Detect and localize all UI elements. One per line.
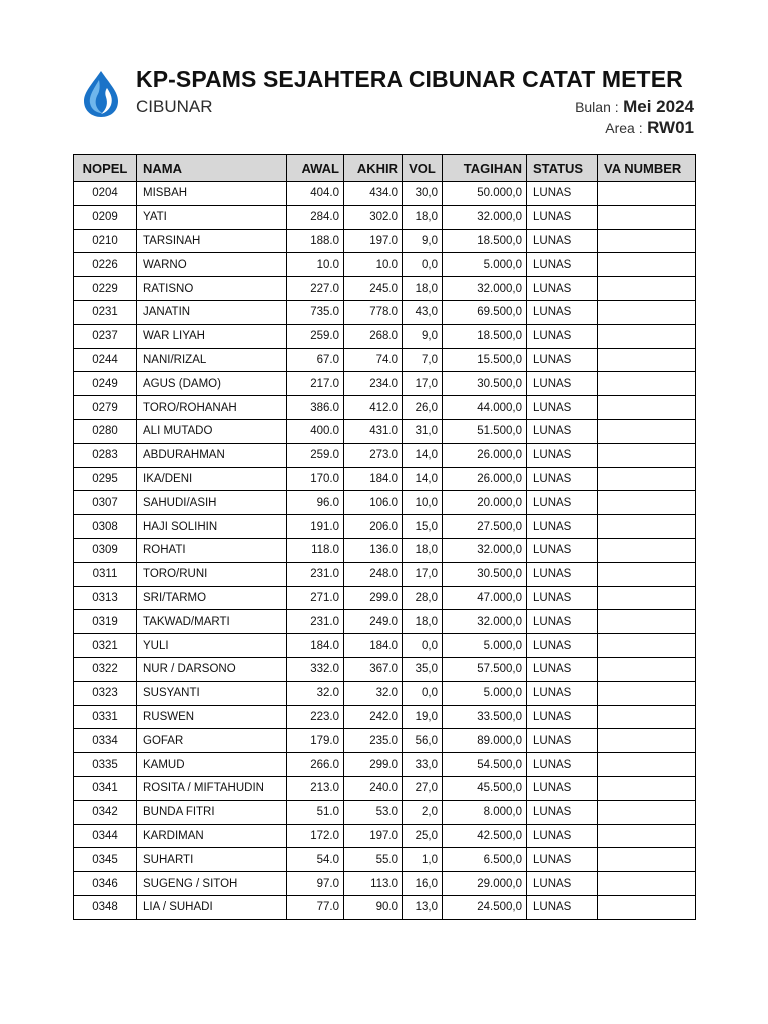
cell-va-number (598, 491, 696, 515)
table-row (74, 182, 696, 206)
cell-status: LUNAS (527, 753, 598, 777)
cell-va-number (598, 800, 696, 824)
cell-va-number (598, 253, 696, 277)
cell-vol: 25,0 (403, 824, 443, 848)
cell-vol: 13,0 (403, 895, 443, 919)
cell-nama: SUSYANTI (137, 681, 287, 705)
cell-tagihan: 32.000,0 (443, 205, 527, 229)
cell-nama: YULI (137, 634, 287, 658)
cell-vol: 43,0 (403, 300, 443, 324)
column-header-nopel: NOPEL (74, 155, 137, 182)
cell-status: LUNAS (527, 372, 598, 396)
cell-tagihan: 6.500,0 (443, 848, 527, 872)
cell-tagihan: 20.000,0 (443, 491, 527, 515)
cell-tagihan: 27.500,0 (443, 515, 527, 539)
cell-nama: TORO/RUNI (137, 562, 287, 586)
cell-akhir: 299.0 (344, 586, 403, 610)
cell-tagihan: 5.000,0 (443, 634, 527, 658)
cell-awal: 259.0 (287, 324, 344, 348)
cell-va-number (598, 467, 696, 491)
cell-awal: 32.0 (287, 681, 344, 705)
cell-nopel: 0280 (74, 419, 137, 443)
cell-nama: HAJI SOLIHIN (137, 515, 287, 539)
table-row (74, 372, 696, 396)
cell-nama: BUNDA FITRI (137, 800, 287, 824)
table-row (74, 396, 696, 420)
cell-nama: WAR LIYAH (137, 324, 287, 348)
cell-status: LUNAS (527, 491, 598, 515)
cell-nama: KARDIMAN (137, 824, 287, 848)
cell-va-number (598, 372, 696, 396)
cell-status: LUNAS (527, 634, 598, 658)
village-subtitle: CIBUNAR (136, 97, 213, 116)
bulan-value: Mei 2024 (623, 97, 694, 116)
cell-awal: 735.0 (287, 300, 344, 324)
cell-awal: 170.0 (287, 467, 344, 491)
cell-tagihan: 29.000,0 (443, 872, 527, 896)
cell-tagihan: 45.500,0 (443, 776, 527, 800)
table-row (74, 586, 696, 610)
cell-tagihan: 18.500,0 (443, 324, 527, 348)
cell-status: LUNAS (527, 277, 598, 301)
cell-nopel: 0307 (74, 491, 137, 515)
cell-akhir: 206.0 (344, 515, 403, 539)
cell-status: LUNAS (527, 348, 598, 372)
cell-tagihan: 15.500,0 (443, 348, 527, 372)
cell-nopel: 0319 (74, 610, 137, 634)
cell-nama: YATI (137, 205, 287, 229)
cell-status: LUNAS (527, 182, 598, 206)
cell-nopel: 0334 (74, 729, 137, 753)
cell-awal: 77.0 (287, 895, 344, 919)
table-row (74, 205, 696, 229)
table-header-row (74, 155, 696, 182)
cell-nama: MISBAH (137, 182, 287, 206)
water-drop-logo-icon (80, 70, 122, 118)
cell-awal: 188.0 (287, 229, 344, 253)
table-row (74, 657, 696, 681)
cell-awal: 179.0 (287, 729, 344, 753)
cell-akhir: 431.0 (344, 419, 403, 443)
cell-status: LUNAS (527, 538, 598, 562)
table-row (74, 800, 696, 824)
column-header-status: STATUS (527, 155, 598, 182)
cell-nopel: 0341 (74, 776, 137, 800)
cell-nama: SUGENG / SITOH (137, 872, 287, 896)
cell-akhir: 268.0 (344, 324, 403, 348)
cell-awal: 223.0 (287, 705, 344, 729)
cell-va-number (598, 586, 696, 610)
cell-nopel: 0209 (74, 205, 137, 229)
cell-vol: 14,0 (403, 443, 443, 467)
cell-akhir: 235.0 (344, 729, 403, 753)
cell-tagihan: 89.000,0 (443, 729, 527, 753)
cell-vol: 0,0 (403, 253, 443, 277)
area-value: RW01 (647, 118, 694, 137)
cell-nama: ROSITA / MIFTAHUDIN (137, 776, 287, 800)
table-row (74, 229, 696, 253)
cell-nopel: 0311 (74, 562, 137, 586)
cell-status: LUNAS (527, 419, 598, 443)
cell-awal: 231.0 (287, 562, 344, 586)
cell-tagihan: 69.500,0 (443, 300, 527, 324)
cell-nopel: 0283 (74, 443, 137, 467)
cell-va-number (598, 300, 696, 324)
page-title: KP-SPAMS SEJAHTERA CIBUNAR CATAT METER (136, 66, 683, 92)
bulan-label: Bulan : (575, 99, 619, 115)
table-row (74, 419, 696, 443)
table-row (74, 872, 696, 896)
table-row (74, 681, 696, 705)
cell-va-number (598, 229, 696, 253)
cell-awal: 213.0 (287, 776, 344, 800)
cell-akhir: 136.0 (344, 538, 403, 562)
table-row (74, 467, 696, 491)
cell-vol: 0,0 (403, 634, 443, 658)
cell-awal: 231.0 (287, 610, 344, 634)
cell-nama: SAHUDI/ASIH (137, 491, 287, 515)
cell-vol: 15,0 (403, 515, 443, 539)
bulan-info (575, 97, 694, 117)
cell-nopel: 0342 (74, 800, 137, 824)
cell-nama: ROHATI (137, 538, 287, 562)
cell-awal: 96.0 (287, 491, 344, 515)
cell-vol: 27,0 (403, 776, 443, 800)
cell-status: LUNAS (527, 443, 598, 467)
cell-va-number (598, 776, 696, 800)
cell-va-number (598, 681, 696, 705)
cell-status: LUNAS (527, 872, 598, 896)
cell-nopel: 0249 (74, 372, 137, 396)
table-row (74, 443, 696, 467)
cell-status: LUNAS (527, 253, 598, 277)
cell-nopel: 0229 (74, 277, 137, 301)
cell-va-number (598, 205, 696, 229)
cell-status: LUNAS (527, 800, 598, 824)
cell-nopel: 0210 (74, 229, 137, 253)
cell-va-number (598, 396, 696, 420)
cell-akhir: 367.0 (344, 657, 403, 681)
cell-va-number (598, 729, 696, 753)
cell-nama: TAKWAD/MARTI (137, 610, 287, 634)
cell-nopel: 0313 (74, 586, 137, 610)
cell-nopel: 0295 (74, 467, 137, 491)
cell-va-number (598, 872, 696, 896)
cell-akhir: 240.0 (344, 776, 403, 800)
cell-awal: 271.0 (287, 586, 344, 610)
cell-status: LUNAS (527, 205, 598, 229)
cell-status: LUNAS (527, 396, 598, 420)
cell-awal: 172.0 (287, 824, 344, 848)
cell-vol: 7,0 (403, 348, 443, 372)
table-row (74, 776, 696, 800)
cell-tagihan: 32.000,0 (443, 538, 527, 562)
cell-tagihan: 8.000,0 (443, 800, 527, 824)
cell-awal: 97.0 (287, 872, 344, 896)
cell-tagihan: 57.500,0 (443, 657, 527, 681)
cell-va-number (598, 824, 696, 848)
cell-status: LUNAS (527, 729, 598, 753)
cell-nama: JANATIN (137, 300, 287, 324)
table-row (74, 538, 696, 562)
cell-vol: 14,0 (403, 467, 443, 491)
cell-tagihan: 33.500,0 (443, 705, 527, 729)
table-row (74, 515, 696, 539)
cell-awal: 284.0 (287, 205, 344, 229)
cell-akhir: 242.0 (344, 705, 403, 729)
cell-va-number (598, 848, 696, 872)
cell-akhir: 245.0 (344, 277, 403, 301)
area-label: Area : (605, 120, 643, 136)
cell-va-number (598, 182, 696, 206)
cell-va-number (598, 657, 696, 681)
cell-akhir: 299.0 (344, 753, 403, 777)
table-row (74, 348, 696, 372)
cell-vol: 16,0 (403, 872, 443, 896)
cell-vol: 30,0 (403, 182, 443, 206)
cell-awal: 332.0 (287, 657, 344, 681)
cell-akhir: 74.0 (344, 348, 403, 372)
cell-nama: AGUS (DAMO) (137, 372, 287, 396)
cell-nopel: 0348 (74, 895, 137, 919)
cell-tagihan: 51.500,0 (443, 419, 527, 443)
cell-nopel: 0346 (74, 872, 137, 896)
cell-va-number (598, 634, 696, 658)
column-header-akhir: AKHIR (344, 155, 403, 182)
cell-nopel: 0244 (74, 348, 137, 372)
cell-awal: 386.0 (287, 396, 344, 420)
cell-akhir: 234.0 (344, 372, 403, 396)
cell-akhir: 106.0 (344, 491, 403, 515)
table-row (74, 705, 696, 729)
cell-status: LUNAS (527, 657, 598, 681)
area-info (605, 118, 694, 138)
cell-nama: KAMUD (137, 753, 287, 777)
cell-nopel: 0204 (74, 182, 137, 206)
cell-akhir: 434.0 (344, 182, 403, 206)
cell-nama: SUHARTI (137, 848, 287, 872)
meter-reading-table (73, 154, 696, 920)
table-row (74, 277, 696, 301)
cell-nama: NANI/RIZAL (137, 348, 287, 372)
cell-nopel: 0331 (74, 705, 137, 729)
cell-akhir: 249.0 (344, 610, 403, 634)
cell-akhir: 197.0 (344, 229, 403, 253)
cell-nama: ABDURAHMAN (137, 443, 287, 467)
cell-va-number (598, 419, 696, 443)
cell-nopel: 0309 (74, 538, 137, 562)
cell-va-number (598, 443, 696, 467)
cell-awal: 266.0 (287, 753, 344, 777)
cell-status: LUNAS (527, 324, 598, 348)
cell-akhir: 10.0 (344, 253, 403, 277)
cell-status: LUNAS (527, 776, 598, 800)
cell-vol: 33,0 (403, 753, 443, 777)
cell-akhir: 248.0 (344, 562, 403, 586)
cell-akhir: 184.0 (344, 634, 403, 658)
column-header-nama: NAMA (137, 155, 287, 182)
cell-va-number (598, 277, 696, 301)
cell-akhir: 184.0 (344, 467, 403, 491)
cell-nama: WARNO (137, 253, 287, 277)
cell-nopel: 0279 (74, 396, 137, 420)
cell-tagihan: 42.500,0 (443, 824, 527, 848)
cell-akhir: 32.0 (344, 681, 403, 705)
cell-nama: SRI/TARMO (137, 586, 287, 610)
cell-awal: 217.0 (287, 372, 344, 396)
cell-status: LUNAS (527, 681, 598, 705)
cell-tagihan: 5.000,0 (443, 681, 527, 705)
cell-tagihan: 32.000,0 (443, 610, 527, 634)
cell-status: LUNAS (527, 705, 598, 729)
cell-vol: 26,0 (403, 396, 443, 420)
cell-vol: 9,0 (403, 324, 443, 348)
cell-vol: 0,0 (403, 681, 443, 705)
cell-awal: 54.0 (287, 848, 344, 872)
cell-akhir: 412.0 (344, 396, 403, 420)
cell-status: LUNAS (527, 610, 598, 634)
cell-akhir: 273.0 (344, 443, 403, 467)
cell-status: LUNAS (527, 467, 598, 491)
cell-va-number (598, 324, 696, 348)
table-row (74, 491, 696, 515)
table-row (74, 253, 696, 277)
cell-akhir: 55.0 (344, 848, 403, 872)
cell-status: LUNAS (527, 895, 598, 919)
cell-status: LUNAS (527, 848, 598, 872)
cell-status: LUNAS (527, 300, 598, 324)
cell-nama: GOFAR (137, 729, 287, 753)
cell-va-number (598, 753, 696, 777)
cell-nama: LIA / SUHADI (137, 895, 287, 919)
cell-nama: ALI MUTADO (137, 419, 287, 443)
cell-tagihan: 24.500,0 (443, 895, 527, 919)
cell-tagihan: 30.500,0 (443, 372, 527, 396)
table-row (74, 324, 696, 348)
cell-vol: 18,0 (403, 610, 443, 634)
cell-nopel: 0226 (74, 253, 137, 277)
column-header-tagihan: TAGIHAN (443, 155, 527, 182)
cell-nama: IKA/DENI (137, 467, 287, 491)
column-header-awal: AWAL (287, 155, 344, 182)
cell-va-number (598, 895, 696, 919)
cell-vol: 10,0 (403, 491, 443, 515)
cell-akhir: 302.0 (344, 205, 403, 229)
cell-tagihan: 54.500,0 (443, 753, 527, 777)
cell-va-number (598, 515, 696, 539)
cell-akhir: 53.0 (344, 800, 403, 824)
cell-tagihan: 26.000,0 (443, 467, 527, 491)
cell-vol: 17,0 (403, 372, 443, 396)
cell-va-number (598, 610, 696, 634)
cell-va-number (598, 348, 696, 372)
cell-akhir: 778.0 (344, 300, 403, 324)
cell-nama: TORO/ROHANAH (137, 396, 287, 420)
cell-nama: TARSINAH (137, 229, 287, 253)
cell-tagihan: 50.000,0 (443, 182, 527, 206)
cell-vol: 35,0 (403, 657, 443, 681)
table-row (74, 895, 696, 919)
cell-tagihan: 18.500,0 (443, 229, 527, 253)
cell-nama: NUR / DARSONO (137, 657, 287, 681)
column-header-vol: VOL (403, 155, 443, 182)
cell-vol: 1,0 (403, 848, 443, 872)
cell-awal: 118.0 (287, 538, 344, 562)
cell-vol: 18,0 (403, 205, 443, 229)
cell-vol: 31,0 (403, 419, 443, 443)
cell-tagihan: 30.500,0 (443, 562, 527, 586)
cell-nopel: 0323 (74, 681, 137, 705)
cell-nopel: 0335 (74, 753, 137, 777)
cell-nopel: 0237 (74, 324, 137, 348)
cell-tagihan: 32.000,0 (443, 277, 527, 301)
cell-nopel: 0308 (74, 515, 137, 539)
table-row (74, 610, 696, 634)
cell-status: LUNAS (527, 824, 598, 848)
cell-awal: 67.0 (287, 348, 344, 372)
cell-tagihan: 5.000,0 (443, 253, 527, 277)
cell-va-number (598, 705, 696, 729)
cell-awal: 191.0 (287, 515, 344, 539)
cell-status: LUNAS (527, 586, 598, 610)
cell-awal: 404.0 (287, 182, 344, 206)
cell-awal: 400.0 (287, 419, 344, 443)
table-body (74, 182, 696, 920)
cell-akhir: 113.0 (344, 872, 403, 896)
cell-vol: 19,0 (403, 705, 443, 729)
cell-status: LUNAS (527, 515, 598, 539)
cell-nama: RATISNO (137, 277, 287, 301)
cell-va-number (598, 562, 696, 586)
cell-nopel: 0321 (74, 634, 137, 658)
cell-vol: 17,0 (403, 562, 443, 586)
cell-akhir: 90.0 (344, 895, 403, 919)
cell-vol: 28,0 (403, 586, 443, 610)
table-row (74, 562, 696, 586)
table-row (74, 300, 696, 324)
cell-nopel: 0344 (74, 824, 137, 848)
cell-awal: 227.0 (287, 277, 344, 301)
table-row (74, 634, 696, 658)
cell-nopel: 0322 (74, 657, 137, 681)
cell-vol: 56,0 (403, 729, 443, 753)
cell-awal: 10.0 (287, 253, 344, 277)
table-row (74, 824, 696, 848)
cell-vol: 2,0 (403, 800, 443, 824)
cell-vol: 9,0 (403, 229, 443, 253)
cell-awal: 51.0 (287, 800, 344, 824)
column-header-va-number: VA NUMBER (598, 155, 696, 182)
cell-nama: RUSWEN (137, 705, 287, 729)
table-row (74, 753, 696, 777)
cell-nopel: 0231 (74, 300, 137, 324)
cell-va-number (598, 538, 696, 562)
cell-tagihan: 44.000,0 (443, 396, 527, 420)
cell-vol: 18,0 (403, 277, 443, 301)
cell-tagihan: 47.000,0 (443, 586, 527, 610)
cell-awal: 259.0 (287, 443, 344, 467)
cell-nopel: 0345 (74, 848, 137, 872)
cell-status: LUNAS (527, 229, 598, 253)
cell-status: LUNAS (527, 562, 598, 586)
cell-tagihan: 26.000,0 (443, 443, 527, 467)
table-row (74, 729, 696, 753)
table-row (74, 848, 696, 872)
cell-awal: 184.0 (287, 634, 344, 658)
cell-akhir: 197.0 (344, 824, 403, 848)
cell-vol: 18,0 (403, 538, 443, 562)
